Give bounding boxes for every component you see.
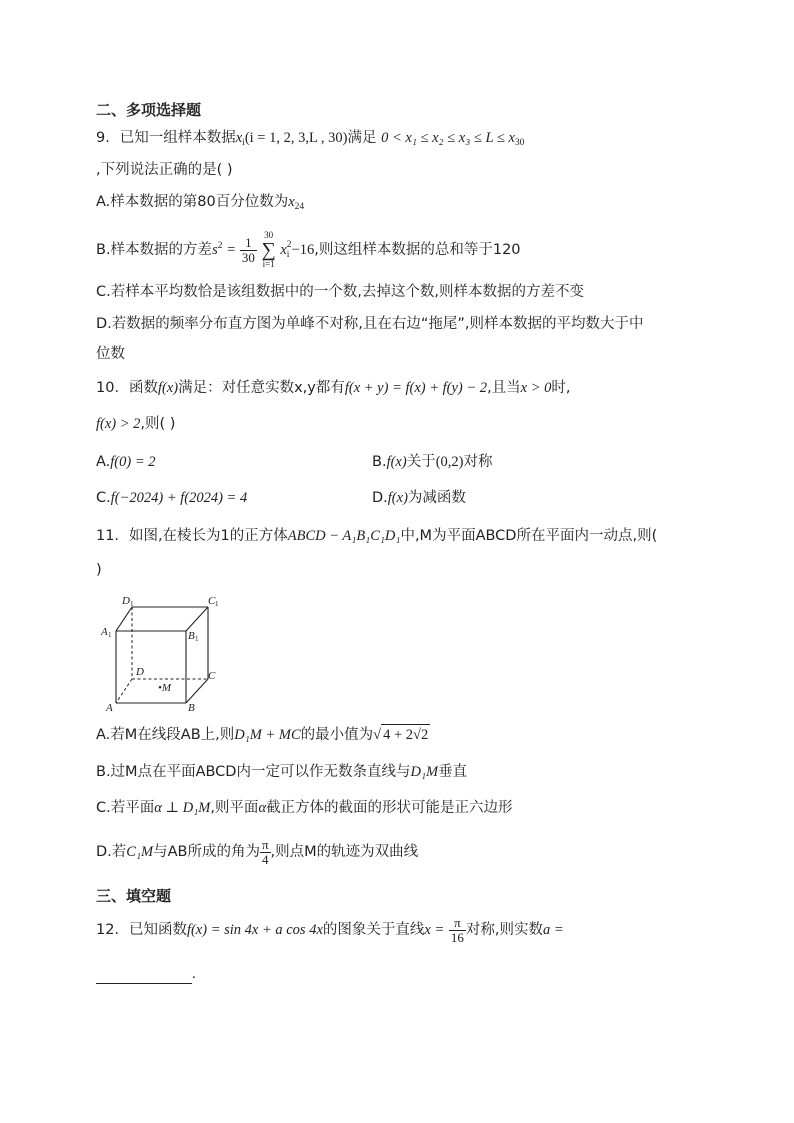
cube-figure [96,595,222,713]
q9-optB-sum-top: 30 [264,230,274,240]
q9-option-c: C.若样本平均数恰是该组数据中的一个数,去掉这个数,则样本数据的方差不变 [96,284,584,300]
q11-optC-alpha: α [258,800,267,816]
q10-optD-label: D. [372,490,388,506]
label-b: B [188,702,195,713]
q11-optC-mid: ,则平面 [210,800,259,816]
edge-bc [186,679,208,703]
q10-optB-label: B. [372,454,387,470]
q10-line2-post: ,则( ) [140,416,176,432]
q9-optB-eq: = [227,242,236,258]
label-c1: C [208,595,216,607]
q10-fx: f(x) [157,380,179,396]
q10-options-row2 [96,488,696,508]
q11-optA-math: D₁M + MC [234,727,301,743]
q9-range: (i = 1, 2, 3,L , 30) [244,130,348,146]
q9-optB-text: B.样本数据的方差 [96,242,213,258]
q9-stem-mid: 满足 [347,130,377,146]
q11-optD-frac-num: π [261,836,269,852]
q12-blank-end: . [192,966,196,982]
q10-option-d [372,488,466,508]
q12-stem-post: 对称,则实数 [465,922,543,938]
q11-stem-post: 中,M为平面ABCD所在平面内一动点,则( [400,528,658,544]
q11-option-a [96,724,430,745]
q11-optA-mid: 的最小值为 [300,727,374,743]
q11-stem-math: ABCD − A₁B₁C₁D₁ [287,528,401,544]
q11-optD-frac [260,838,271,867]
edge-a1d1 [116,607,132,631]
q9-ineq: 0 < x₁ ≤ x₂ ≤ x₃ ≤ L ≤ x [381,130,515,146]
q9-optB-s-sup: 2 [217,241,223,251]
q12-stem-mid: 的图象关于直线 [322,922,425,938]
q10-optC-label: C. [96,490,111,506]
q9-var-sub: i [242,138,245,148]
q11-stem-pre: 11．如图,在棱长为1的正方体 [96,528,288,544]
q10-line2-math: f(x) > 2 [96,416,141,432]
q9-optA-text: A.样本数据的第80百分位数为 [96,194,289,210]
q9-option-a [96,192,304,217]
question-12-stem [96,914,564,946]
q9-optB-x-sup: 2 [286,240,292,250]
q12-stem-a: a = [542,922,564,938]
edge-da-hidden [116,679,132,703]
q11-optD-frac-den: 4 [261,851,269,867]
q10-x0: x > 0 [520,380,552,396]
q10-eq: f(x + y) = f(x) + f(y) − 2 [344,380,488,396]
q9-optB-x: x [280,242,287,258]
q12-stem-x: x = [424,922,445,938]
q9-option-d-line1: D.若数据的频率分布直方图为单峰不对称,且在右边“拖尾”,则样本数据的平均数大于中 [96,316,644,332]
q11-optA-sqrt: 4 + 2√2 [381,724,430,745]
q10-optD-math: f(x) [387,490,408,506]
q11-optD-mid: 与AB所成的角为 [153,844,260,860]
q10-optB-math1: f(x) [386,454,407,470]
q10-optC-math: f(−2024) + f(2024) = 4 [110,490,248,506]
question-9-stem [96,128,524,153]
label-d1: D [122,595,130,607]
q10-optA-math: f(0) = 2 [110,454,156,470]
label-d1-sub: 1 [130,600,134,608]
label-m: •M [158,682,172,694]
q11-optA-text: A.若M在线段AB上,则 [96,727,235,743]
q9-optB-post: ,则这组样本数据的总和等于120 [314,242,521,258]
q10-stem-line2 [96,414,175,434]
q11-optD-text: D.若 [96,844,127,860]
q11-optD-post: ,则点M的轨迹为双曲线 [270,844,419,860]
q9-option-b [96,228,521,270]
q12-frac-den: 16 [450,929,464,945]
label-a: A [106,702,113,713]
q9-optB-sum-sigma: ∑ [261,239,276,261]
label-c1-sub: 1 [215,600,219,608]
q10-stem-mid: 满足：对任意实数x,y都有 [178,380,345,396]
q11-optA-sqrt-sign: √ [373,727,382,743]
q9-option-d-line2: 位数 [96,346,125,362]
q9-optB-sum-bottom: i=1 [262,259,275,269]
q10-optA-label: A. [96,454,111,470]
q9-var: x [235,130,243,146]
q9-optA-sub: 24 [294,202,305,212]
q11-option-d [96,836,418,868]
q10-optD-post: 为减函数 [407,490,466,506]
q9-ineq-sub: 30 [514,138,525,148]
q9-optB-frac [240,236,257,265]
q10-optB-post: 对称 [463,454,493,470]
label-d: D [136,666,144,678]
q11-optB-math: D₁M [410,764,439,780]
answer-blank[interactable] [96,969,192,984]
label-b1-sub: 1 [195,635,199,643]
q12-frac-num: π [449,916,466,931]
q10-option-b [372,452,492,472]
q9-optB-x-sub: i [286,250,290,260]
label-a1-sub: 1 [108,631,112,639]
label-c: C [208,670,216,682]
q11-optD-math: C₁M [126,844,154,860]
q11-optC-post: 截正方体的截面的形状可能是正六边形 [266,800,513,816]
edge-b1c1 [186,607,208,631]
q9-stem-pre: 9．已知一组样本数据 [96,130,236,146]
q9-optA-var: x [288,194,295,210]
section-title-multiple-choice: 二、多项选择题 [96,101,202,119]
q11-optB-text: B.过M点在平面ABCD内一定可以作无数条直线与 [96,764,411,780]
q10-options-row1 [96,452,696,472]
label-b1: B [188,630,195,642]
q12-frac [449,916,466,945]
q12-answer-line [96,964,196,984]
q9-optB-sum [261,230,275,270]
q11-stem-line2: ) [96,562,102,578]
q11-option-b [96,762,467,782]
q12-stem-pre: 12．已知函数 [96,922,187,938]
q9-stem-line2: ,下列说法正确的是( ) [96,162,233,178]
q11-optC-math: α ⊥ D₁M [154,800,211,816]
q10-cond: ,且当 [487,380,521,396]
section-title-fill-in: 三、填空题 [96,887,172,905]
label-a1: A [101,626,108,638]
q12-stem-math: f(x) = sin 4x + a cos 4x [186,922,323,938]
q9-optB-s: s [212,242,218,258]
question-10-stem [96,378,571,398]
q9-optB-frac-den: 30 [241,249,255,265]
q10-optB-math2: (0,2) [435,454,464,470]
q10-optB-text: 关于 [406,454,436,470]
q10-when: 时, [551,380,571,396]
q9-optB-tail: −16 [291,242,315,258]
q10-stem-pre: 10．函数 [96,380,158,396]
q11-optC-text: C.若平面 [96,800,155,816]
q11-optB-post: 垂直 [438,764,468,780]
q9-optB-frac-num: 1 [240,236,257,251]
q11-option-c [96,798,513,818]
question-11-stem [96,526,657,546]
